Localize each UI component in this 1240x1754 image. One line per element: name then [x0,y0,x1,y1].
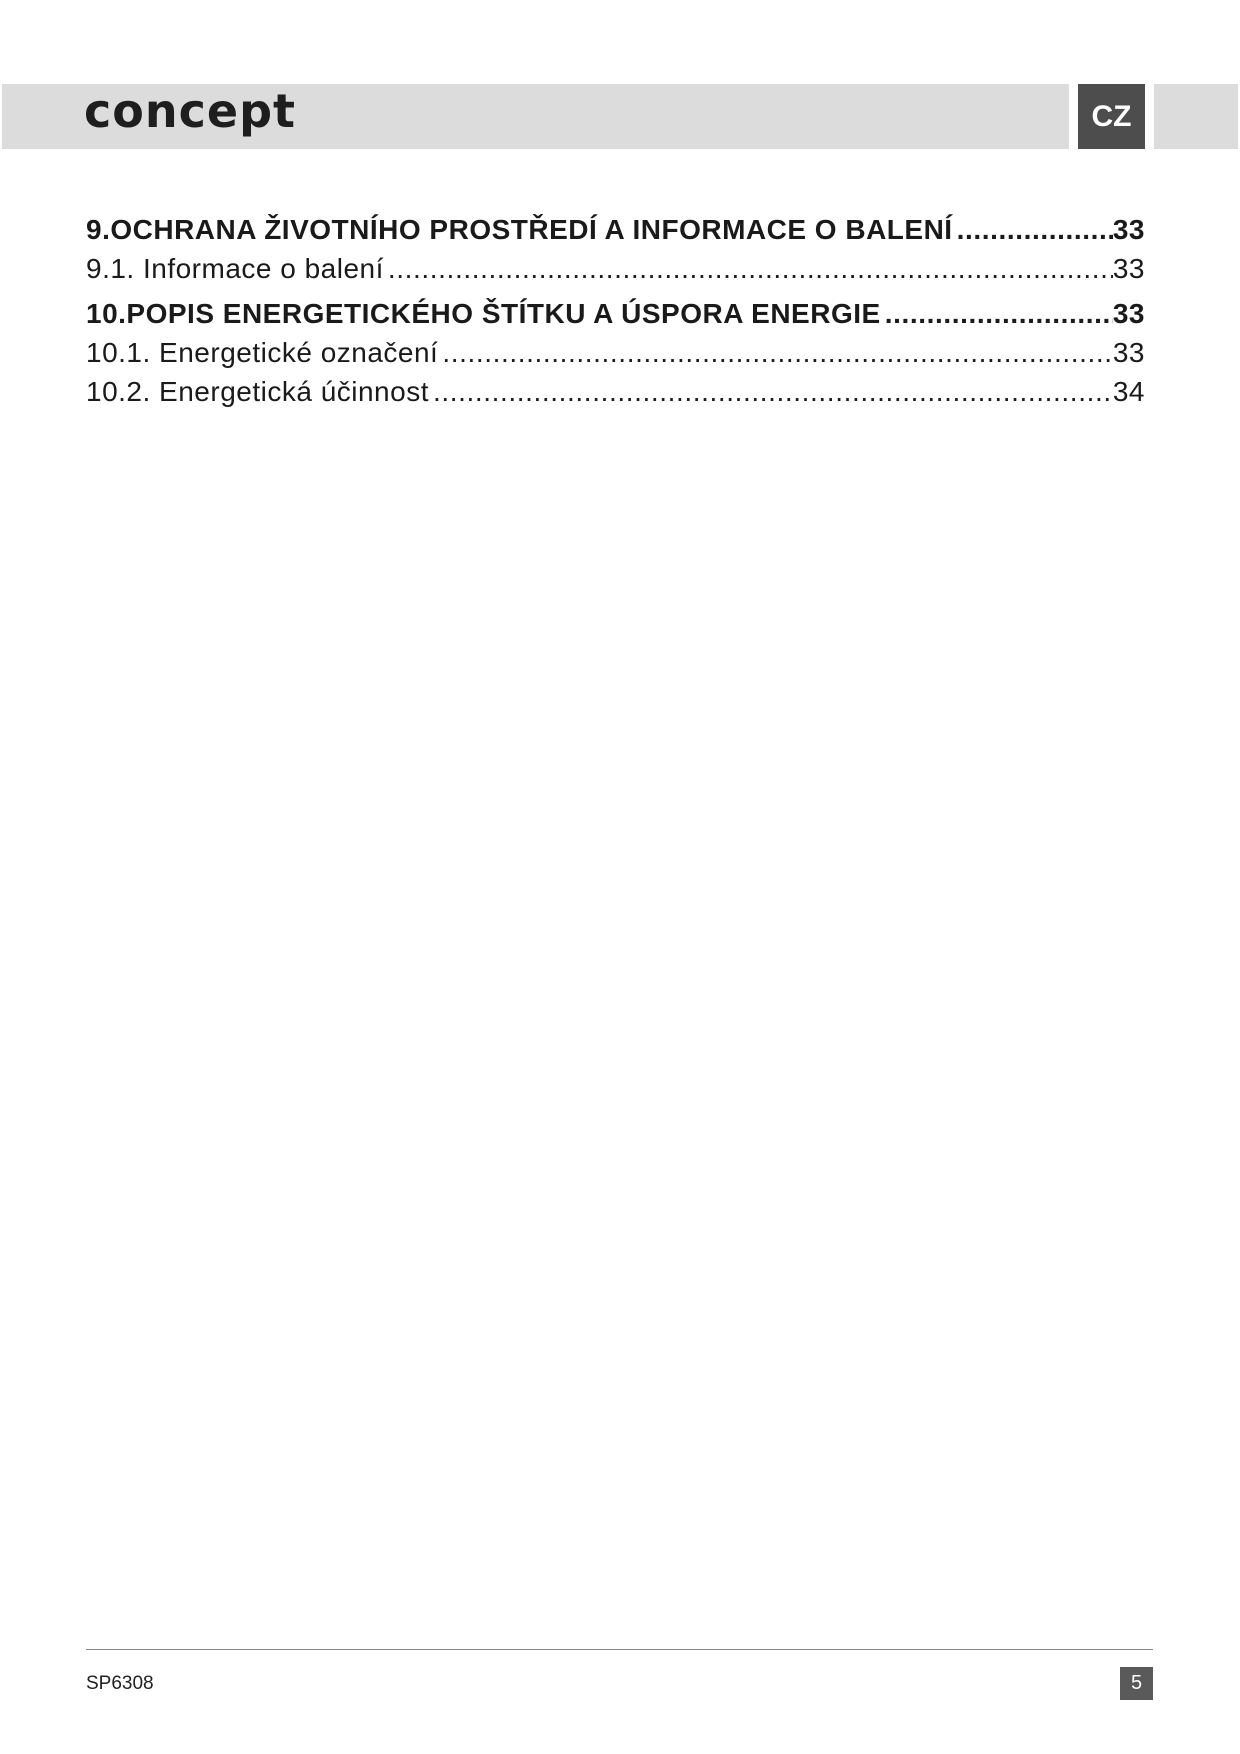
toc-entry-page: 33 [1112,253,1145,284]
header-bar-right-segment [1154,84,1238,149]
footer-divider [86,1649,1153,1650]
toc-dot-leader [384,249,1113,288]
toc-dot-leader [429,372,1113,411]
toc-entry-label: 10.1. Energetické označení [86,337,439,368]
toc-entry-page: 33 [1112,298,1145,329]
toc-dot-leader [881,294,1113,333]
toc-entry-page: 34 [1112,376,1145,407]
toc-entry [86,333,1145,372]
page-number-badge: 5 [1120,1667,1153,1700]
toc-entry [86,372,1145,411]
footer-model-number: SP6308 [86,1673,154,1694]
toc-entry-page: 33 [1112,337,1145,368]
toc-entry [86,210,1145,249]
toc-entry [86,249,1145,288]
toc-entry-label: 9.1. Informace o balení [86,253,384,284]
table-of-contents [86,210,1145,411]
toc-entry-label: 9.OCHRANA ŽIVOTNÍHO PROSTŘEDÍ A INFORMACE O BALENÍ [86,214,953,245]
toc-entry-label: 10.2. Energetická účinnost [86,376,429,407]
toc-dot-leader [953,210,1113,249]
language-badge: CZ [1078,84,1145,149]
toc-entry [86,294,1145,333]
brand-logo: concept [84,84,297,138]
toc-entry-page: 33 [1112,214,1145,245]
toc-dot-leader [438,333,1113,372]
toc-entry-label: 10.POPIS ENERGETICKÉHO ŠTÍTKU A ÚSPORA ENERGIE [86,298,881,329]
